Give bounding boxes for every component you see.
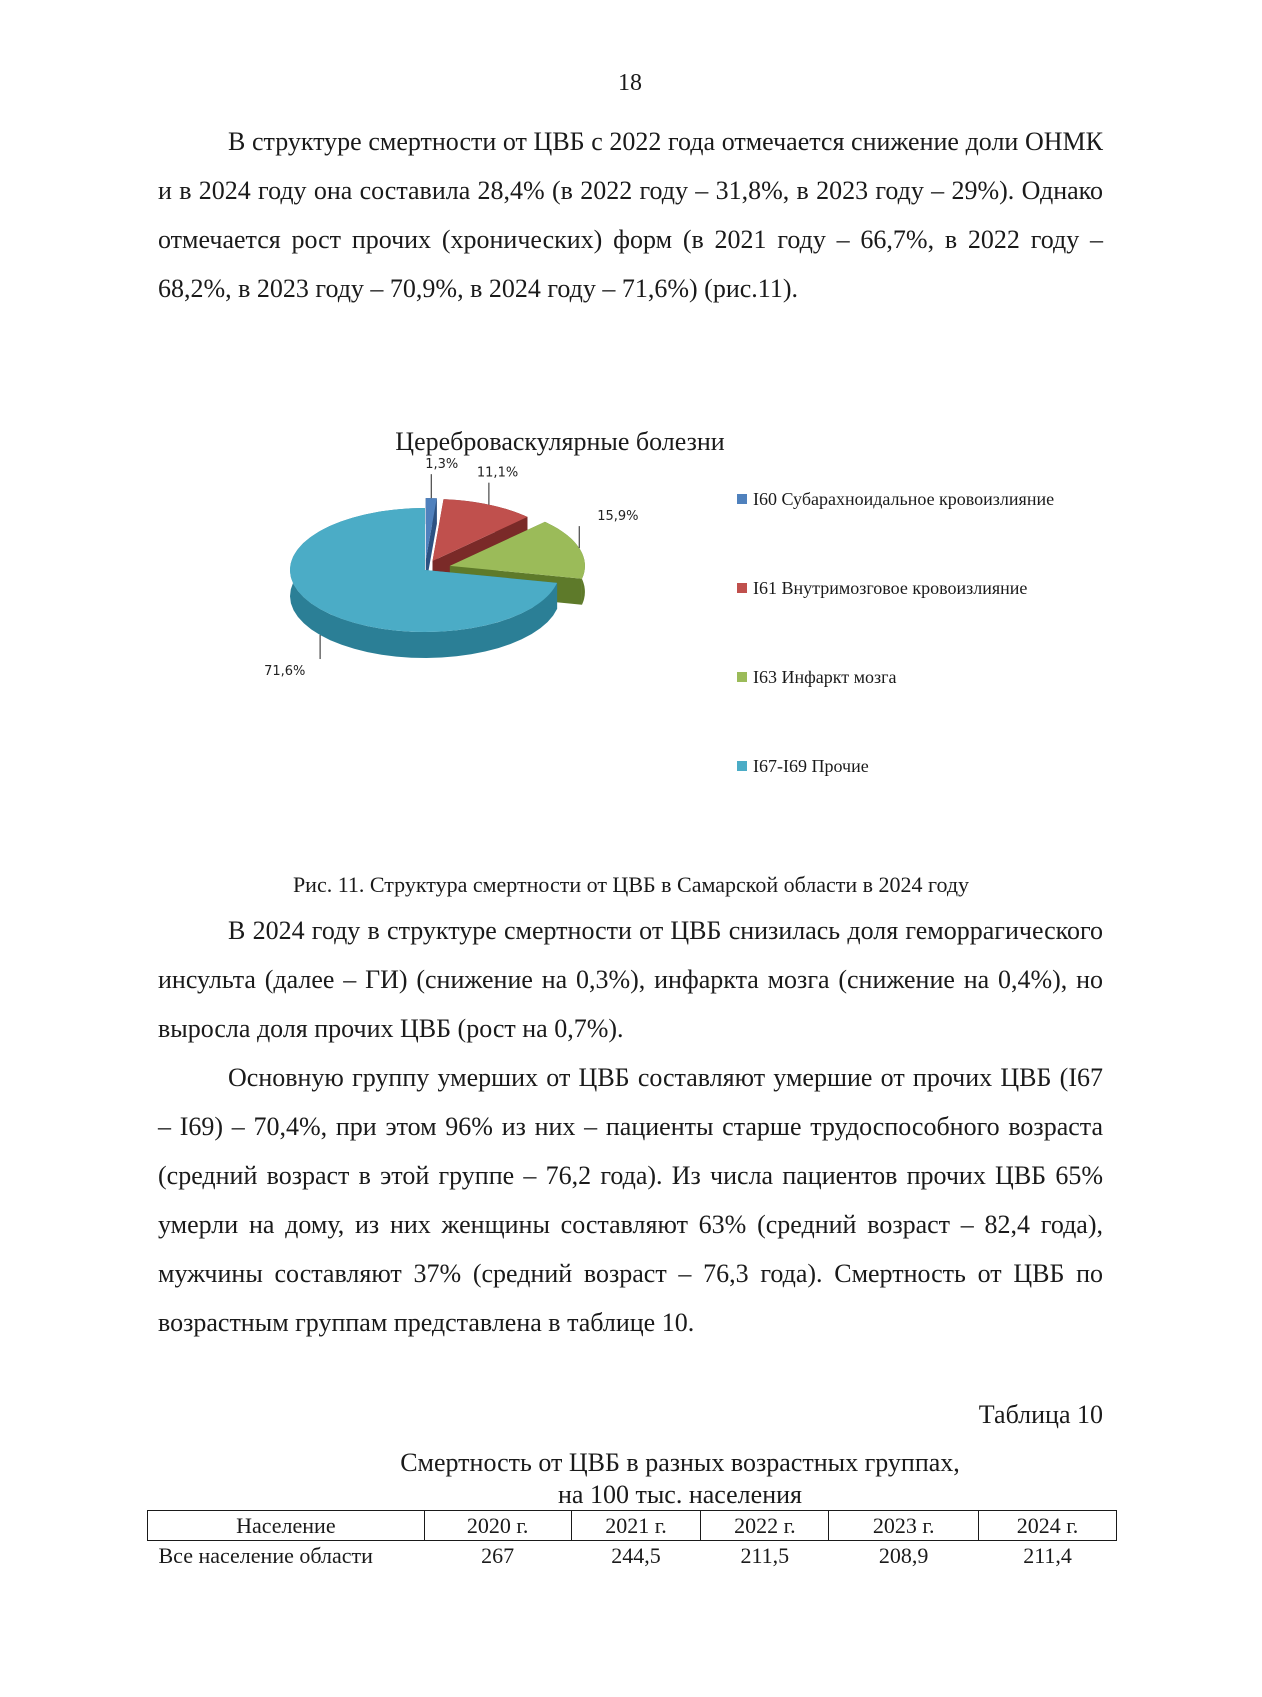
header-2023: 2023 г.: [829, 1511, 979, 1541]
header-2021: 2021 г.: [571, 1511, 701, 1541]
legend-item-i67-i69: [737, 755, 1113, 778]
table-title-line-2: на 100 тыс. населения: [558, 1480, 802, 1509]
table-cell: 244,5: [611, 1543, 661, 1568]
legend-label-i60: I60 Субарахноидальное кровоизлияние: [753, 489, 1055, 509]
mortality-table: [147, 1510, 1117, 1571]
table-row: [148, 1541, 1117, 1572]
header-2020: 2020 г.: [424, 1511, 571, 1541]
table-cell: 211,5: [740, 1543, 790, 1568]
table-cell: 211,4: [1023, 1543, 1072, 1568]
table-title-line-1: Смертность от ЦВБ в разных возрастных группах,: [400, 1448, 960, 1477]
pie-value-label-i67-i69: 71,6%: [264, 664, 306, 680]
table-label: Таблица 10: [978, 1400, 1103, 1429]
legend-swatch-i61: [737, 583, 747, 593]
paragraph-3: Основную группу умерших от ЦВБ составляют умершие от прочих ЦВБ (I67 – I69) – 70,4%, при этом 96% из них – пациенты старше трудоспособного возраста (средний возраст в этой группе – 76,2 года). Из числа пациентов прочих ЦВБ 65% умерли на дому, из них женщины составляют 63% (средний возраст – 82,4 года), мужчины составляют 37% (средний возраст – 76,3 года). Смертность от ЦВБ по возрастным группам представлена в таблице 10.: [158, 1063, 1103, 1337]
table-cell: 208,9: [878, 1543, 929, 1568]
header-population: Население: [148, 1511, 425, 1541]
table-cell: Все население области: [158, 1543, 373, 1568]
legend-item-i60: [737, 488, 1113, 511]
table-cell: 267: [481, 1543, 515, 1568]
pie-chart: [250, 457, 700, 730]
chart-title: Цереброваскулярные болезни: [395, 427, 725, 456]
legend-swatch-i63: [737, 672, 747, 682]
pie-value-label-i63: 15,9%: [597, 509, 639, 525]
legend-label-i63: I63 Инфаркт мозга: [753, 667, 897, 687]
paragraph-2: В 2024 году в структуре смертности от ЦВБ снизилась доля геморрагического инсульта (далее – ГИ) (снижение на 0,3%), инфаркта мозга (снижение на 0,4%), но выросла доля прочих ЦВБ (рост на 0,7%).: [158, 916, 1103, 1043]
header-2024: 2024 г.: [979, 1511, 1117, 1541]
legend-swatch-i67-i69: [737, 761, 747, 771]
page-number: 18: [618, 70, 642, 96]
legend-label-i61: I61 Внутримозговое кровоизлияние: [753, 578, 1028, 598]
pie-value-label-i61: 11,1%: [476, 465, 519, 481]
legend-label-i67-i69: I67-I69 Прочие: [753, 756, 869, 776]
table-title: [340, 1447, 1020, 1511]
legend-swatch-i60: [737, 494, 747, 504]
table-header-row: [148, 1511, 1117, 1541]
pie-value-label-i60: 1,3%: [425, 457, 459, 473]
legend-item-i61: [737, 577, 1113, 600]
header-2022: 2022 г.: [701, 1511, 829, 1541]
figure-caption: Рис. 11. Структура смертности от ЦВБ в Самарской области в 2024 году: [292, 872, 970, 897]
legend-item-i63: [737, 666, 1113, 689]
paragraph-1: В структуре смертности от ЦВБ с 2022 года отмечается снижение доли ОНМК и в 2024 году она составила 28,4% (в 2022 году – 31,8%, в 2023 году – 29%). Однако отмечается рост прочих (хронических) форм (в 2021 году – 66,7%, в 2022 году – 68,2%, в 2023 году – 70,9%, в 2024 году – 71,6%) (рис.11).: [158, 127, 1103, 303]
